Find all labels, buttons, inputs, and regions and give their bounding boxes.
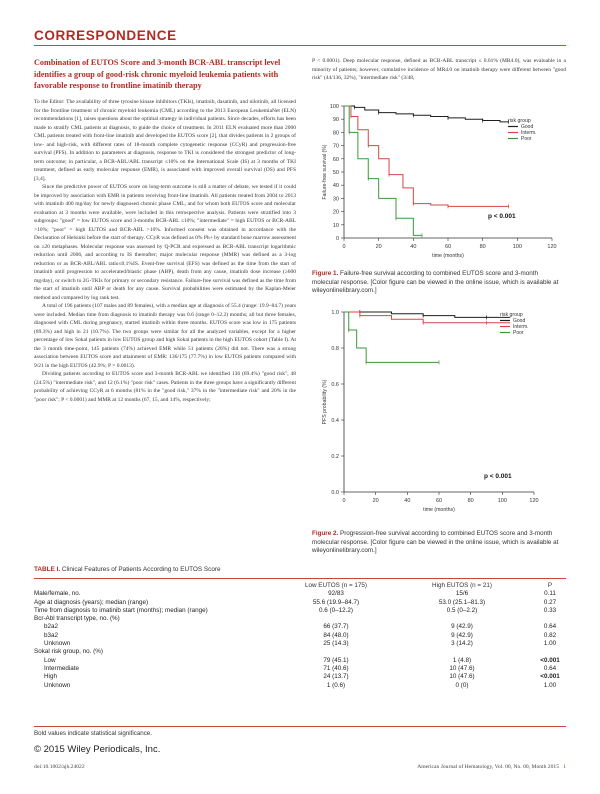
article-body-right: [312, 57, 566, 93]
km-curve-interm: [344, 106, 509, 206]
y-tick-label: 20: [332, 209, 339, 216]
y-tick-label: 0.6: [331, 382, 339, 388]
y-axis-label: PFS probability (%): [322, 379, 328, 425]
table-header-cell: [34, 582, 272, 590]
table-cell: [524, 615, 576, 623]
table-cell: [400, 648, 524, 656]
table-cell: 3 (14.2): [451, 640, 473, 648]
table-cell: 92/83: [328, 590, 344, 598]
table-row: [34, 648, 576, 656]
table-cell: 9 (42.9): [451, 631, 473, 639]
section-heading: CORRESPONDENCE: [34, 28, 177, 43]
table-title: [34, 566, 221, 573]
table-row: [34, 640, 576, 648]
table-cell: Bcr-Abl transcript type, no. (%): [34, 615, 120, 623]
body-paragraph: Since the predictive power of EUTOS score on long-term outcome is still a matter of debate, we tested if it could be improved by association with EMR in patients receiving front-line imatinib. All patients treated from 2004 to 2013 with imatinib 400 mg/day for newly diagnosed chronic phase CML, and for whom both EUTOS score and molecular evaluation at 3 months were available, were included in this retrospective analysis. Patients were stratified into 3 subgroups: "good" = low EUTOS score and 3-months BCR-ABL ≤10%; "intermediate" = high EUTOS or BCR-ABL >10%; "poor" = high EUTOS and BCR-ABL >10%. Informed consent was obtained in accordance with the Declaration of Helsinki before the start of therapy. CCyR was defined as 0% Ph+ by standard bone marrow assessment on ≥20 metaphases. Molecular response was assessed by Q-PCR and expressed as BCR-ABL transcript logarithmic reduction until 2006, and according to IS thereafter; major molecular response (MMR) was defined as a 3-log reduction or as BCR-ABL/ABL ratio≤0.1%IS. Event-free survival (EFS) was defined as the time from the start of imatinib until progression to accelerated/blastic phase (ABP), death from any cause, imatinib dose increase (≥600 mg/day), or switch to 2G-TKIs for primary or secondary resistance. Failure-free survival was defined as the time from the start of imatinib until ABP or death for any cause. Survival probabilities were estimated by the Kaplan-Meier method and compared by log rank test.: [34, 184, 296, 301]
figure-1-caption-text: Failure-free survival according to combined EUTOS score and 3-month molecular response. [Color figure can be viewed in the online issue, which is available at wileyonlinelibrary.com.]: [312, 270, 559, 295]
table-cell: 66 (37.7): [323, 623, 349, 631]
table-row: [34, 632, 576, 640]
table-cell: 25 (14.3): [323, 640, 349, 648]
table-cell: 71 (40.6): [323, 664, 349, 672]
legend-label: Good: [521, 124, 534, 130]
table-title-text: Clinical Features of Patients According to EUTOS Score: [60, 566, 221, 573]
y-tick-label: 10: [332, 222, 339, 229]
figure-2-caption-text: Progression-free survival according to combined EUTOS score and 3-month molecular response. [Color figure can be viewed in the online issue, which is available at wileyonlinelibrary.com.]: [312, 530, 559, 555]
km-curve-good: [344, 312, 510, 317]
x-tick-label: 100: [497, 498, 507, 504]
figure-2-caption: [312, 530, 566, 556]
table-cell: 1 (4.8): [452, 656, 472, 664]
legend-label: Interm.: [513, 324, 529, 330]
table-cell: [524, 648, 576, 656]
table-cell: 10 (47.6): [449, 664, 475, 672]
x-tick-label: 20: [372, 498, 379, 504]
table-cell: <0.001: [540, 656, 560, 664]
figure-2-chart: [312, 306, 566, 524]
p-value-annotation: p < 0.001: [488, 213, 516, 220]
x-tick-label: 80: [467, 498, 474, 504]
table-cell: Unknown: [44, 640, 71, 648]
figure-1-caption: [312, 270, 566, 296]
table-cell: 0.27: [543, 598, 557, 606]
km-curve-good: [344, 106, 509, 122]
x-tick-label: 40: [410, 244, 417, 250]
table-top-rule: [34, 578, 566, 579]
y-tick-label: 40: [332, 183, 339, 190]
legend-label: Poor: [521, 136, 532, 142]
body-paragraph: A total of 196 patients (107 males and 89 females), with a median age at diagnosis of 55.4 (range: 19.9–84.7) years were included. Median time from diagnosis to imatinib therapy was 0.6 (range 0–12.2) months; all but three females, diagnosed with CML during pregnancy, started imatinib within three months. EUTOS score was low in 175 patients (89.3%) and high in 21 (10.7%). The two groups were similar for all the analyzed variables, except for a higher percentage of low Sokal patients in low EUTOS group and high Sokal patients in the high EUTOS cohort (Table I). At the 3 month time-point, 145 patients (74%) achieved EMR while 51 patients (26%) did not. There was a strong association between EUTOS score and attainment of EMR: 136/175 (77.7%) in low EUTOS patients compared with 9/21 in the high EUTOS (42.9%; P = 0.0013).: [34, 303, 296, 369]
copyright-notice: © 2015 Wiley Periodicals, Inc.: [34, 744, 161, 755]
y-tick-label: 0.8: [331, 346, 339, 352]
table-row: [34, 657, 576, 665]
figure-2-caption-label: Figure 2.: [312, 530, 339, 537]
page-number: 1: [563, 764, 566, 770]
y-tick-label: 0: [335, 236, 339, 242]
x-tick-label: 80: [479, 244, 486, 250]
article-body-left: [34, 98, 296, 474]
table-cell: 0.6 (0–12.2): [319, 606, 353, 614]
table-footnote: Bold values indicate statistical significance.: [34, 730, 152, 737]
y-tick-label: 100: [329, 104, 339, 110]
table-cell: Time from diagnosis to imatinib start (months); median (range): [34, 606, 208, 614]
table-cell: 10 (47.6): [449, 673, 475, 681]
y-tick-label: 80: [332, 130, 339, 137]
body-paragraph: Dividing patients according to EUTOS score and 3-month BCR-ABL we identified 136 (69.4%) "good risk", 48 (24.5%) "intermediate risk", and 12 (6.1%) "poor risk" cases. Patients in the three groups have a significantly different probability of achieving CCyR at 6 months (81% in the "good risk," 37% in the "intermediate risk" and 20% in the "poor risk"; P < 0.0001) and MMR at 12 months (67, 15, and 14%, respectively;: [34, 371, 296, 403]
table-header-cell: P: [547, 582, 553, 589]
table-header-row: [34, 582, 576, 590]
y-tick-label: 0.0: [331, 490, 339, 496]
doi: doi:10.1002/ajh.24022: [34, 764, 85, 770]
journal-name: American Journal of Hematology, Vol. 00, No. 00, Month 2015: [417, 764, 559, 770]
x-tick-label: 100: [512, 244, 522, 250]
x-tick-label: 0: [342, 244, 346, 250]
y-tick-label: 70: [332, 143, 339, 150]
table-cell: 1 (0.6): [326, 681, 346, 689]
table-cell: 0.82: [543, 631, 557, 639]
table-cell: b3a2: [44, 631, 59, 639]
legend-title: risk group: [500, 312, 523, 318]
table-cell: 79 (45.1): [323, 656, 349, 664]
table-cell: 24 (13.7): [323, 673, 349, 681]
table-cell: 84 (48.0): [323, 631, 349, 639]
table-cell: 1.00: [543, 640, 557, 648]
table-row: [34, 623, 576, 631]
figure-1-caption-label: Figure 1.: [312, 270, 339, 277]
y-tick-label: 60: [332, 156, 339, 163]
table-cell: [272, 648, 400, 656]
table-cell: 0.64: [543, 623, 557, 631]
table-row: [34, 682, 576, 690]
table-cell: 0 (0): [455, 681, 469, 689]
table-cell: 0.5 (0–2.2): [446, 606, 478, 614]
x-tick-label: 40: [404, 498, 411, 504]
x-axis-label: time (months): [432, 253, 464, 259]
table-row: [34, 599, 576, 607]
legend-title: risk group: [508, 118, 531, 124]
p-value-annotation: p < 0.001: [484, 473, 512, 480]
table-cell: High: [44, 673, 57, 681]
y-tick-label: 50: [332, 170, 339, 176]
table-cell: Sokal risk group, no. (%): [34, 648, 103, 656]
table-cell: 15/6: [455, 590, 469, 598]
table-cell: [400, 615, 524, 623]
figure-1-chart: [312, 98, 566, 268]
legend-label: Poor: [513, 330, 524, 336]
table-cell: Male/female, no.: [34, 590, 81, 598]
table-cell: 0.33: [543, 606, 557, 614]
table-cell: 0.64: [543, 664, 557, 672]
table-cell: [272, 615, 400, 623]
clinical-features-table: [34, 582, 576, 690]
x-tick-label: 60: [435, 498, 443, 504]
y-axis-label: Failure-free survival (%): [322, 144, 328, 200]
table-cell: 9 (42.9): [451, 623, 473, 631]
table-row: [34, 590, 576, 598]
x-tick-label: 20: [375, 244, 382, 250]
y-tick-label: 1.0: [331, 310, 339, 316]
y-tick-label: 90: [332, 117, 339, 124]
table-bottom-rule: [34, 726, 566, 727]
table-row: [34, 665, 576, 673]
header-rule: [34, 45, 566, 46]
km-curve-poor: [344, 106, 422, 235]
legend-label: Good: [513, 318, 526, 324]
y-tick-label: 0.2: [331, 454, 339, 460]
x-tick-label: 120: [547, 244, 557, 250]
table-cell: Age at diagnosis (years); median (range): [34, 598, 149, 606]
x-tick-label: 0: [342, 498, 346, 504]
table-cell: Unknown: [44, 681, 71, 689]
x-axis-label: time (months): [423, 507, 455, 513]
table-row: [34, 607, 576, 615]
journal-citation: [417, 764, 566, 770]
table-cell: 0.11: [544, 590, 556, 598]
y-tick-label: 0.4: [331, 418, 339, 424]
table-cell: Intermediate: [44, 664, 80, 672]
table-label: TABLE I.: [34, 566, 61, 573]
table-row: [34, 615, 576, 623]
x-tick-label: 120: [529, 498, 539, 504]
table-row: [34, 673, 576, 681]
table-cell: Low: [44, 656, 56, 664]
article-title: Combination of EUTOS Score and 3-month BCR-ABL transcript level identifies a group of good-risk chronic myeloid leukemia patients with favorable response to frontline imatinib therapy: [34, 58, 281, 91]
table-cell: 55.6 (19.9–84.7): [312, 598, 360, 606]
table-cell: b2a2: [44, 623, 59, 631]
legend-label: Interm.: [521, 130, 537, 136]
x-tick-label: 60: [444, 244, 452, 250]
table-cell: 1.00: [543, 681, 557, 689]
body-paragraph: To the Editor: The availability of three tyrosine kinase inhibitors (TKIs), imatinib, dasatinib, and nilotinib, all licensed for the frontline treatment of chronic myeloid leukemia (CML) according to the 2013 European LeukemiaNet (ELN) recommendations [1], raises questions about the optimal strategy in individual patients. Since decades, efforts has been made to stratify CML patients at diagnosis, to guide the choice of treatment. In 2011 ELN evaluated more than 2000 CML patients treated with front-line imatinib and developed the EUTOS score [2], that divides patients in 2 groups of low- and high-risk, with different rates of 18-month complete cytogenetic response (CCyR) and progression-free survival (PFS). In addition to parameters at diagnosis, response to TKI is considered the strongest predictor of long-term outcome; in particular, a BCR-ABL/ABL transcript ≤10% on the International Scale (IS) at 3 months of TKI treatment, defined as early molecular response (EMR), is associated with improved overall survival (OS) and PFS [3,4].: [34, 99, 296, 182]
y-tick-label: 30: [332, 196, 339, 203]
table-cell: <0.001: [540, 673, 560, 681]
table-header-cell: Low EUTOS (n = 175): [304, 582, 367, 589]
table-header-cell: High EUTOS (n = 21): [432, 582, 492, 589]
body-paragraph: P < 0.0001). Deep molecular response, defined as BCR-ABL transcript ≤ 0.01% (MR4.0), was evaluable in a minority of patients; however, cumulative incidence of MR4.0 on imatinib therapy were different between "good risk" (44/136, 32%), "intermediate risk" (3/48,: [312, 58, 566, 81]
table-cell: 53.0 (25.1–81.3): [438, 598, 486, 606]
